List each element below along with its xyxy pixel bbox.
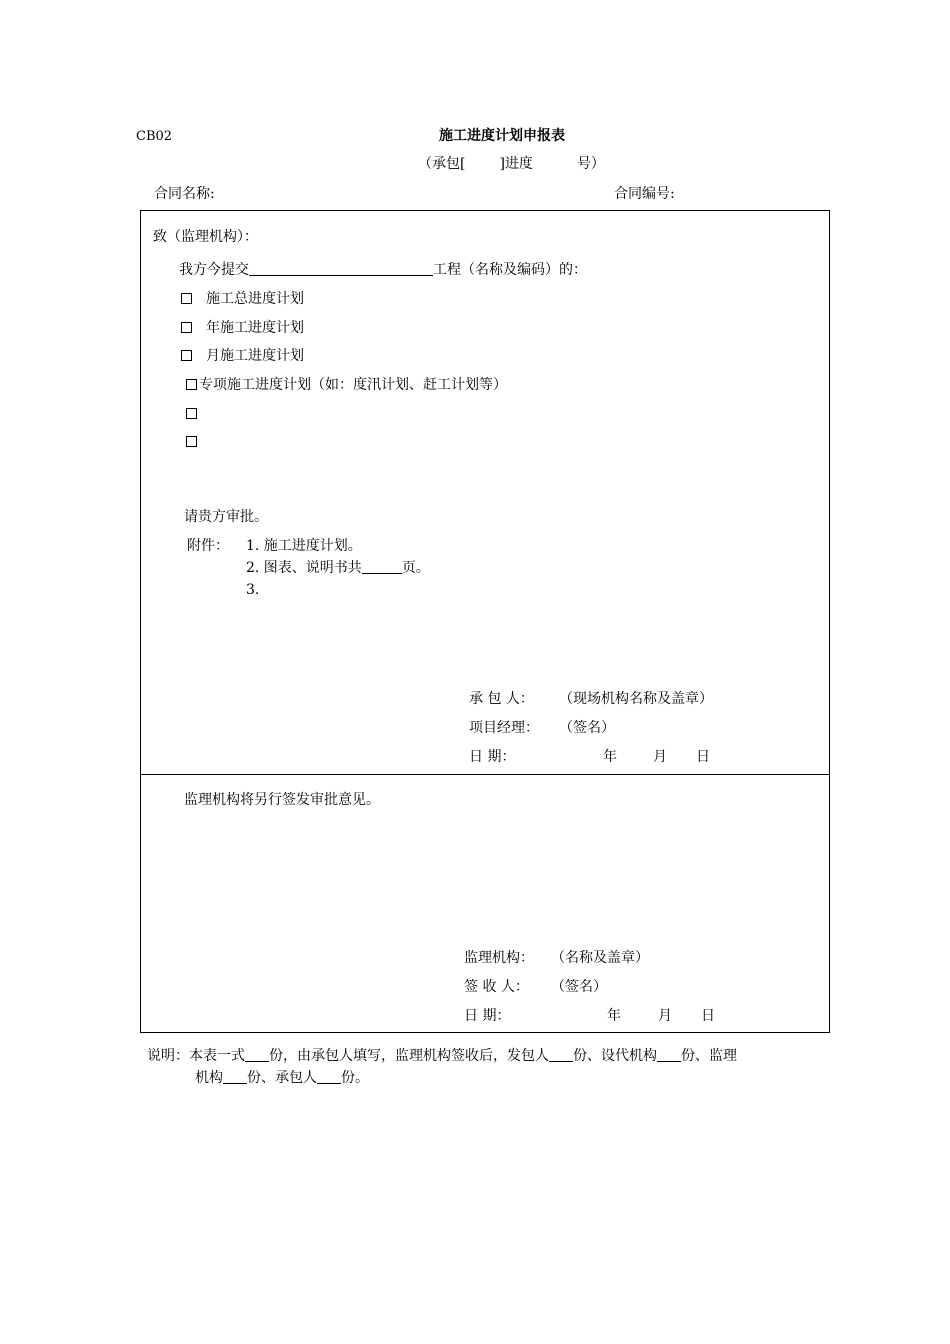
option-total[interactable] [181,290,304,308]
subtitle-mid: ]进度 [499,156,533,172]
date-month: 月 [658,1008,672,1024]
note-text: 份、监理 [681,1048,737,1064]
copies-field[interactable] [657,1048,681,1062]
option-blank-2[interactable] [186,433,211,451]
copies-field[interactable] [245,1048,269,1062]
form-subtitle [418,155,605,173]
signer-label: 签 收 人： [464,979,529,995]
date-day: 日 [701,1008,715,1024]
submit-prefix: 我方今提交 [179,262,249,278]
attachment-2-text: 2. 图表、说明书共 [246,560,362,576]
option-blank-1[interactable] [186,405,211,423]
supervisor-value: （名称及盖章） [551,950,649,966]
attachments-label: 附件： [187,538,229,554]
manager-label: 项目经理： [469,720,539,736]
opinion-text: 监理机构将另行签发审批意见。 [184,792,380,808]
copies-field[interactable] [223,1070,247,1084]
note-text: 份、承包人 [247,1070,317,1086]
attachment-1: 1. 施工进度计划。 [246,538,362,554]
checkbox-icon[interactable] [181,293,192,304]
note-line-1 [147,1047,737,1065]
submit-suffix: 工程（名称及编码）的： [433,262,587,278]
checkbox-icon[interactable] [186,379,197,390]
date-year: 年 [603,749,617,765]
checkbox-icon[interactable] [186,408,197,419]
manager-value: （签名） [559,720,615,736]
date-month: 月 [653,749,667,765]
checkbox-icon[interactable] [186,436,197,447]
note-text: 份，由承包人填写，监理机构签收后，发包人 [269,1048,549,1064]
section-divider [141,774,829,775]
request-text: 请贵方审批。 [184,509,268,525]
option-label: 年施工进度计划 [206,320,304,336]
option-label: 月施工进度计划 [206,348,304,364]
note-text: 份。 [341,1070,369,1086]
form-title: 施工进度计划申报表 [439,128,565,144]
option-label: 施工总进度计划 [206,291,304,307]
attachment-2-suffix: 页。 [401,560,430,576]
note-line-2 [195,1069,369,1087]
supervisor-label: 监理机构： [464,950,534,966]
date-year: 年 [607,1008,621,1024]
option-monthly[interactable] [181,347,304,365]
copies-field[interactable] [317,1070,341,1084]
form-box [140,210,830,1033]
page-count-field[interactable] [362,560,402,574]
option-label: 专项施工进度计划（如：度汛计划、赶工计划等） [199,377,507,393]
date-day: 日 [696,749,710,765]
copies-field[interactable] [549,1048,573,1062]
project-name-field[interactable] [249,262,433,276]
option-special[interactable] [186,376,507,394]
note-text: 份、设代机构 [573,1048,657,1064]
to-label: 致（监理机构）： [153,229,258,245]
attachment-3: 3. [246,582,260,598]
date-label: 日 期： [469,749,516,765]
subtitle-suffix: 号） [576,156,605,172]
note-text: 说明：本表一式 [147,1048,245,1064]
signer-value: （签名） [551,979,607,995]
date-label: 日 期： [464,1008,511,1024]
checkbox-icon[interactable] [181,322,192,333]
contractor-label: 承 包 人： [469,691,534,707]
option-annual[interactable] [181,319,304,337]
attachment-2 [246,559,430,577]
contractor-value: （现场机构名称及盖章） [559,691,713,707]
note-text: 机构 [195,1070,223,1086]
contract-name-label: 合同名称: [154,186,215,202]
form-code: CB02 [136,129,173,144]
contract-no-label: 合同编号: [614,186,675,202]
submit-line [179,261,587,279]
checkbox-icon[interactable] [181,350,192,361]
subtitle-prefix: （承包[ [418,156,466,172]
